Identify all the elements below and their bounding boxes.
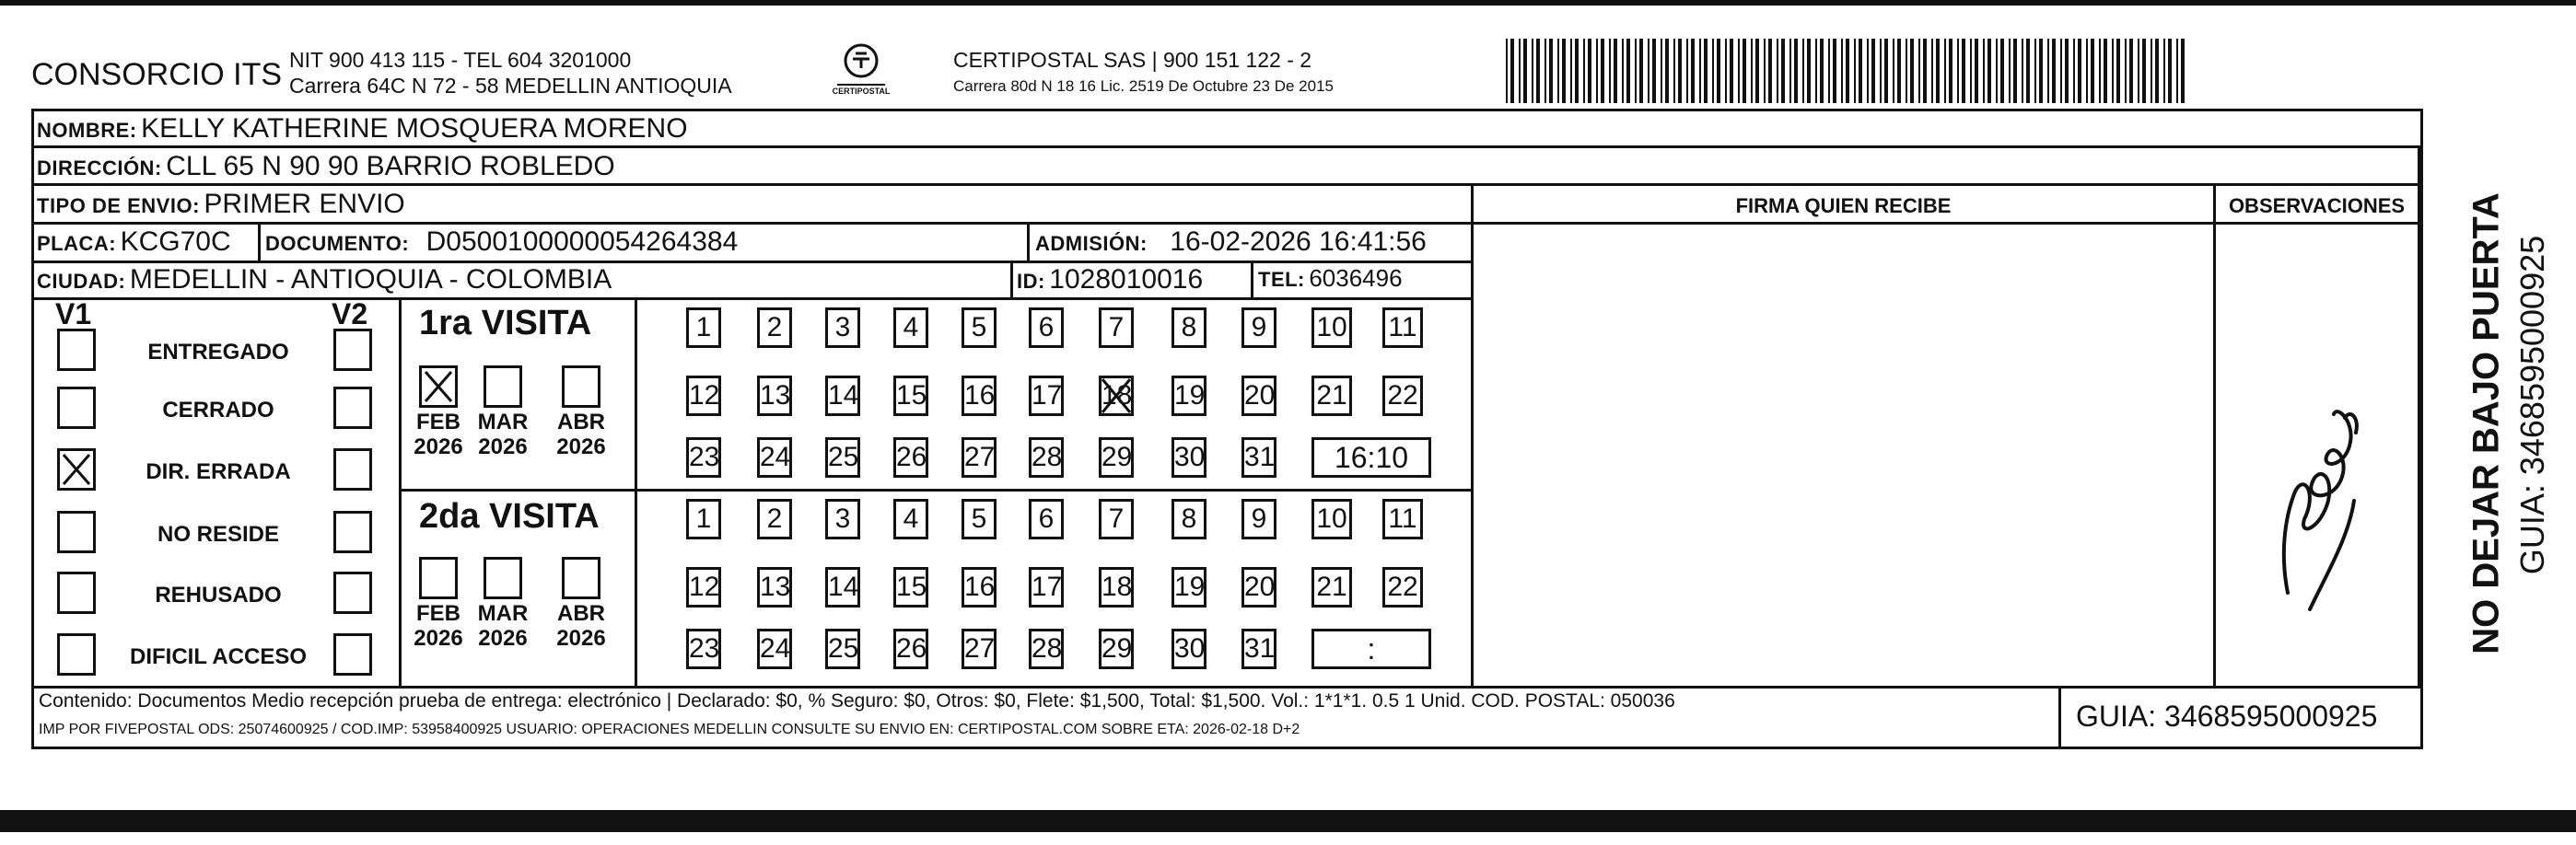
status-label-dir-errada: DIR. ERRADA (146, 459, 291, 484)
visit2-day-box[interactable]: 1 (686, 499, 721, 539)
observaciones-header: OBSERVACIONES (2228, 194, 2406, 217)
visit1-day-box[interactable]: 31 (1241, 437, 1276, 478)
nombre-field (37, 113, 688, 145)
direccion-label: DIRECCIÓN: (37, 156, 162, 179)
visit2-day-box[interactable]: 8 (1171, 499, 1206, 539)
visit1-month-label-abr (552, 410, 611, 459)
row-divider-5 (31, 297, 1472, 300)
visit2-day-box[interactable]: 16 (962, 567, 997, 608)
visit1-day-box[interactable]: 16 (962, 376, 997, 416)
visit1-day-mark (1099, 376, 1134, 416)
tel-field (1258, 264, 1403, 293)
tipo-label: TIPO DE ENVIO: (37, 194, 200, 217)
license-line: Carrera 80d N 18 16 Lic. 2519 De Octubre 23 De 2015 (953, 77, 1334, 95)
visit2-month-checkbox-mar[interactable] (484, 557, 522, 599)
visit1-day-box[interactable]: 9 (1241, 307, 1276, 348)
visit1-month-year: 2026 (414, 434, 463, 459)
row-divider-1 (31, 145, 2423, 148)
carrier-line: CERTIPOSTAL SAS | 900 151 122 - 2 (953, 48, 1312, 72)
v1-checkbox-no-reside[interactable] (57, 511, 96, 553)
visit1-day-box[interactable]: 29 (1099, 437, 1134, 478)
tel-label: TEL: (1258, 268, 1305, 291)
status-label-dificil-acceso: DIFICIL ACCESO (129, 644, 307, 669)
placa-field (37, 226, 231, 258)
visit1-day-box[interactable]: 24 (757, 437, 792, 478)
firma-area[interactable] (1474, 225, 2213, 686)
visit2-day-box[interactable]: 27 (962, 629, 997, 669)
visit2-month-checkbox-abr[interactable] (562, 557, 600, 599)
visit1-month-checkbox-feb[interactable] (419, 365, 458, 408)
visit2-month-checkbox-feb[interactable] (419, 557, 458, 599)
ciudad-field (37, 264, 612, 295)
status-label-entregado: ENTREGADO (147, 340, 289, 365)
admision-divider (1027, 222, 1030, 260)
row-divider-4 (31, 260, 1472, 263)
ciudad-value: MEDELLIN - ANTIOQUIA - COLOMBIA (129, 264, 612, 295)
visit1-day-box[interactable]: 6 (1029, 307, 1064, 348)
visit2-day-box[interactable]: 12 (686, 567, 721, 608)
v1-label: V1 (55, 297, 92, 330)
visit1-month-label-mar (473, 410, 532, 459)
admision-label: ADMISIÓN: (1035, 232, 1148, 255)
tel-value: 6036496 (1309, 264, 1403, 292)
visit2-title: 2da VISITA (419, 497, 600, 536)
visit1-day-box[interactable]: 25 (825, 437, 860, 478)
id-divider (1010, 260, 1013, 297)
visit1-day-box[interactable]: 27 (962, 437, 997, 478)
visit2-day-box[interactable]: 20 (1241, 567, 1276, 608)
placa-label: PLACA: (37, 232, 117, 255)
visit2-day-box[interactable]: 3 (825, 499, 860, 539)
imp-line: IMP POR FIVEPOSTAL ODS: 25074600925 / COD.IMP: 53958400925 USUARIO: OPERACIONES MEDELLIN CONSULTE SU ENVIO EN: CERTIPOSTAL.COM SOBRE ETA: 2026-02-18 D+2 (39, 722, 1300, 737)
visit1-month-name: ABR (557, 410, 605, 434)
visit2-day-box[interactable]: 18 (1099, 567, 1134, 608)
visit1-day-box[interactable]: 23 (686, 437, 721, 478)
nombre-label: NOMBRE: (37, 119, 137, 142)
visit1-month-year: 2026 (478, 434, 528, 459)
barcode (1506, 39, 2187, 103)
visit2-day-box[interactable]: 9 (1241, 499, 1276, 539)
visit2-month-label-mar (473, 601, 532, 651)
visit2-month-year: 2026 (556, 626, 606, 651)
visit2-day-box[interactable]: 31 (1241, 629, 1276, 669)
no-dejar-bajo-puerta: NO DEJAR BAJO PUERTA (2465, 192, 2507, 654)
nombre-value: KELLY KATHERINE MOSQUERA MORENO (141, 113, 688, 144)
visit1-day-box[interactable]: 12 (686, 376, 721, 416)
visit2-day-box[interactable]: 15 (893, 567, 928, 608)
documento-value: D0500100000054264384 (425, 226, 739, 257)
visit2-day-box[interactable]: 5 (962, 499, 997, 539)
visit2-month-year: 2026 (414, 626, 463, 651)
visit2-day-box[interactable]: 11 (1382, 499, 1423, 539)
visit2-time-box[interactable]: : (1311, 629, 1431, 669)
direccion-field (37, 151, 615, 182)
visit2-day-box[interactable]: 30 (1171, 629, 1206, 669)
direccion-value: CLL 65 N 90 90 BARRIO ROBLEDO (166, 151, 615, 181)
visit1-day-box[interactable]: 14 (825, 376, 860, 416)
visit2-day-box[interactable]: 22 (1382, 567, 1423, 608)
visit1-day-box[interactable]: 1 (686, 307, 721, 348)
placa-divider (258, 222, 261, 260)
visit2-day-box[interactable]: 25 (825, 629, 860, 669)
address-line: Carrera 64C N 72 - 58 MEDELLIN ANTIOQUIA (289, 74, 732, 98)
company-name: CONSORCIO ITS (31, 57, 283, 92)
visit1-day-box[interactable]: 4 (893, 307, 928, 348)
visit2-month-label-feb (409, 601, 468, 651)
id-label: ID: (1017, 270, 1045, 293)
visit2-day-box[interactable]: 19 (1171, 567, 1206, 608)
visit1-day-box[interactable]: 18 (1099, 376, 1134, 416)
visit2-day-box[interactable]: 7 (1099, 499, 1134, 539)
visit2-day-box[interactable]: 6 (1029, 499, 1064, 539)
visit1-day-box[interactable]: 3 (825, 307, 860, 348)
visit1-month-label-feb (409, 410, 468, 459)
documento-label: DOCUMENTO: (265, 232, 410, 255)
visit1-time-box[interactable]: 16:10 (1311, 437, 1431, 478)
nit-line: NIT 900 413 115 - TEL 604 3201000 (289, 48, 632, 72)
guia-divider (2058, 686, 2061, 749)
handwritten-signature (2216, 225, 2418, 686)
footer-divider (31, 686, 2423, 689)
visit2-month-name: MAR (477, 601, 529, 626)
visit2-month-name: ABR (557, 601, 605, 626)
visit2-day-box[interactable]: 23 (686, 629, 721, 669)
visit1-day-box[interactable]: 26 (893, 437, 928, 478)
certipostal-logo (833, 41, 889, 105)
status-label-cerrado: CERRADO (162, 398, 274, 422)
v1-checkbox-dir-errada[interactable] (57, 448, 96, 491)
visit2-month-year: 2026 (478, 626, 528, 651)
visit2-day-box[interactable]: 24 (757, 629, 792, 669)
v2-checkbox-entregado[interactable] (333, 329, 372, 371)
v2-checkbox-rehusado[interactable] (333, 572, 372, 614)
visit2-day-box[interactable]: 13 (757, 567, 792, 608)
visit1-month-name: FEB (416, 410, 460, 434)
bottom-border (0, 810, 2576, 832)
visit1-day-box[interactable]: 30 (1171, 437, 1206, 478)
v2-label: V2 (332, 297, 368, 330)
visit2-day-box[interactable]: 10 (1311, 499, 1352, 539)
visit2-day-box[interactable]: 2 (757, 499, 792, 539)
v1-checkbox-cerrado[interactable] (57, 387, 96, 429)
status-label-no-reside: NO RESIDE (157, 522, 280, 547)
visit1-day-box[interactable]: 5 (962, 307, 997, 348)
visit1-day-box[interactable]: 22 (1382, 376, 1423, 416)
tipo-envio-field (37, 189, 405, 220)
visit2-day-box[interactable]: 4 (893, 499, 928, 539)
obs-right-border (2418, 145, 2420, 687)
row-divider-2 (31, 183, 2423, 186)
visit1-month-checkbox-abr[interactable] (562, 365, 600, 408)
side-guia: GUIA: 3468595000925 (2513, 235, 2551, 575)
visit-divider (399, 489, 1472, 492)
v2-checkbox-cerrado[interactable] (333, 387, 372, 429)
v2-checkbox-dificil-acceso[interactable] (333, 633, 372, 676)
visit1-day-box[interactable]: 17 (1029, 376, 1064, 416)
visit1-day-box[interactable]: 15 (893, 376, 928, 416)
visit1-day-box[interactable]: 19 (1171, 376, 1206, 416)
logo-text: CERTIPOSTAL (832, 87, 891, 96)
v2-checkbox-no-reside[interactable] (333, 511, 372, 553)
visit1-day-box[interactable]: 11 (1382, 307, 1423, 348)
ciudad-label: CIUDAD: (37, 270, 126, 293)
status-right-border (399, 297, 402, 687)
top-border (0, 0, 2576, 6)
id-value: 1028010016 (1049, 264, 1204, 295)
visit2-month-name: FEB (416, 601, 460, 626)
id-field (1017, 264, 1203, 295)
visit2-day-box[interactable]: 28 (1029, 629, 1064, 669)
v1-checkbox-rehusado[interactable] (57, 572, 96, 614)
placa-value: KCG70C (120, 226, 231, 257)
visit1-month-year: 2026 (556, 434, 606, 459)
visit2-day-box[interactable]: 21 (1311, 567, 1352, 608)
v2-checkbox-dir-errada[interactable] (333, 448, 372, 491)
status-label-rehusado: REHUSADO (155, 583, 282, 608)
visit2-day-box[interactable]: 14 (825, 567, 860, 608)
visit1-month-name: MAR (477, 410, 529, 434)
visit1-day-box[interactable]: 13 (757, 376, 792, 416)
visit2-day-box[interactable]: 26 (893, 629, 928, 669)
visit2-day-box[interactable]: 17 (1029, 567, 1064, 608)
contenido-line: Contenido: Documentos Medio recepción prueba de entrega: electrónico | Declarado: $0, % Seguro: $0, Otros: $0, Flete: $1,500, Total: $1,500. Vol.: 1*1*1. 0.5 1 Unid. COD. POSTAL: 050036 (39, 690, 1675, 712)
visit1-day-box[interactable]: 2 (757, 307, 792, 348)
visit2-month-label-abr (552, 601, 611, 651)
visit1-title: 1ra VISITA (419, 304, 592, 342)
visit1-day-box[interactable]: 21 (1311, 376, 1352, 416)
tel-divider (1251, 260, 1253, 297)
visit2-day-box[interactable]: 29 (1099, 629, 1134, 669)
v1-checkbox-dificil-acceso[interactable] (57, 633, 96, 676)
months-right-border (635, 297, 637, 687)
firma-header: FIRMA QUIEN RECIBE (1735, 194, 1952, 217)
visit1-month-checkbox-mar[interactable] (484, 365, 522, 408)
tipo-value: PRIMER ENVIO (204, 189, 405, 219)
visit1-day-box[interactable]: 10 (1311, 307, 1352, 348)
documento-field (265, 226, 738, 258)
visit1-day-box[interactable]: 7 (1099, 307, 1134, 348)
admision-value: 16-02-2026 16:41:56 (1170, 226, 1427, 257)
visit1-day-box[interactable]: 28 (1029, 437, 1064, 478)
v1-checkbox-entregado[interactable] (57, 329, 96, 371)
admision-field (1035, 226, 1427, 258)
footer-guia: GUIA: 3468595000925 (2076, 700, 2378, 733)
visit1-day-box[interactable]: 20 (1241, 376, 1276, 416)
observaciones-area[interactable] (2216, 225, 2418, 686)
visit1-day-box[interactable]: 8 (1171, 307, 1206, 348)
